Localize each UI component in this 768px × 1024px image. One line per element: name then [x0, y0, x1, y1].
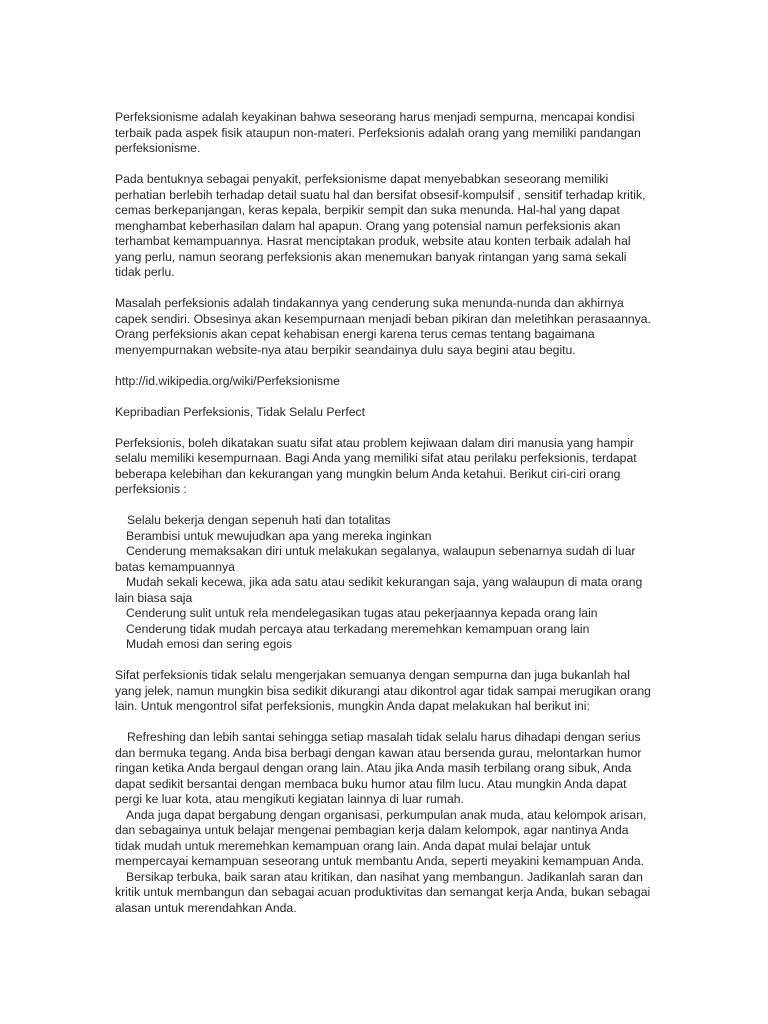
tips-list [115, 730, 655, 916]
list-item: Refreshing dan lebih santai sehingga setiap masalah tidak selalu harus dihadapi dengan serius dan bermuka tegang. Anda bisa berbagi dengan kawan atau bersenda gurau, melontarkan humor ringan ketika Anda bergaul dengan orang lain. Atau jika Anda masih terbilang orang sibuk, Anda dapat sedikit bersantai dengan membaca buku humor atau film lucu. Atau mungkin Anda dapat pergi ke luar kota, atau mengikuti kegiatan lainnya di luar rumah. [115, 730, 642, 806]
list-item: Cenderung memaksakan diri untuk melakukan segalanya, walaupun sebenarnya sudah di luar batas kemampuannya [115, 544, 636, 574]
paragraph-intro: Perfeksionis, boleh dikatakan suatu sifat atau problem kejiwaan dalam diri manusia yang hampir selalu memiliki kesempurnaan. Bagi Anda yang memiliki sifat atau perilaku perfeksionis, terdapat beberapa kelebihan dan kekurangan yang mungkin belum Anda ketahui. Berikut ciri-ciri orang perfeksionis : [115, 435, 637, 496]
list-item: Bersikap terbuka, baik saran atau kritikan, dan nasihat yang membangun. Jadikanlah saran dan kritik untuk membangun dan sebagai acuan produktivitas dan semangat kerja Anda, bukan sebagai alasan untuk merendahkan Anda. [115, 869, 651, 915]
list-item: Cenderung tidak mudah percaya atau terkadang meremehkan kemampuan orang lain [126, 621, 590, 636]
list-item: Anda juga dapat bergabung dengan organisasi, perkumpulan anak muda, atau kelompok arisan, dan sebagainya untuk belajar mengenai pembagian kerja dalam kelompok, agar nantinya Anda tidak mudah untuk meremehkan kemampuan orang lain. Anda dapat mulai belajar untuk mempercayai kemampuan seseorang untuk membantu Anda, seperti meyakini kemampuan Anda. [115, 807, 647, 868]
section-heading: Kepribadian Perfeksionis, Tidak Selalu Perfect [115, 404, 365, 419]
paragraph-problem: Masalah perfeksionis adalah tindakannya yang cenderung suka menunda-nunda dan akhirnya capek sendiri. Obsesinya akan kesempurnaan menjadi beban pikiran dan meletihkan perasaannya. Orang perfeksionis akan cepat kehabisan energi karena terus cemas tentang bagaimana menyempurnakan website-nya atau berpikir seandainya dulu saya begini atau begitu. [115, 296, 651, 357]
paragraph-definition: Perfeksionisme adalah keyakinan bahwa seseorang harus menjadi sempurna, mencapai kondisi terbaik pada aspek fisik ataupun non-materi. Perfeksionis adalah orang yang memiliki pandangan perfeksionisme. [115, 110, 641, 155]
list-item: Cenderung sulit untuk rela mendelegasikan tugas atau pekerjaannya kepada orang lain [126, 606, 598, 620]
list-item: Mudah emosi dan sering egois [126, 637, 292, 651]
list-item: Mudah sekali kecewa, jika ada satu atau sedikit kekurangan saja, yang walaupun di mata orang lain biasa saja [115, 575, 643, 605]
paragraph-disease: Pada bentuknya sebagai penyakit, perfeksionisme dapat menyebabkan seseorang memiliki perhatian berlebih terhadap detail suatu hal dan bersifat obsesif-kompulsif , sensitif terhadap kritik, cemas berkepanjangan, keras kepala, berpikir sempit dan suka menunda. Hal-hal yang dapat menghambat keberhasilan dalam hal apapun. Orang yang potensial namun perfeksionis akan terhambat kemampuannya. Hasrat menciptakan produk, website atau konten terbaik adalah hal yang perlu, namun seorang perfeksionis akan menemukan banyak rintangan yang sama sekali tidak perlu. [115, 172, 646, 279]
list-item: Berambisi untuk mewujudkan apa yang mereka inginkan [126, 528, 432, 543]
paragraph-control: Sifat perfeksionis tidak selalu mengerjakan semuanya dengan sempurna dan juga bukanlah hal yang jelek, namun mungkin bisa sedikit dikurangi atau dikontrol agar tidak sampai merugikan orang lain. Untuk mengontrol sifat perfeksionis, mungkin Anda dapat melakukan hal berikut ini: [115, 668, 651, 713]
document-body [115, 110, 655, 932]
source-link: http://id.wikipedia.org/wiki/Perfeksionisme [115, 373, 340, 388]
list-item: Selalu bekerja dengan sepenuh hati dan totalitas [127, 513, 391, 527]
traits-list [115, 513, 655, 653]
